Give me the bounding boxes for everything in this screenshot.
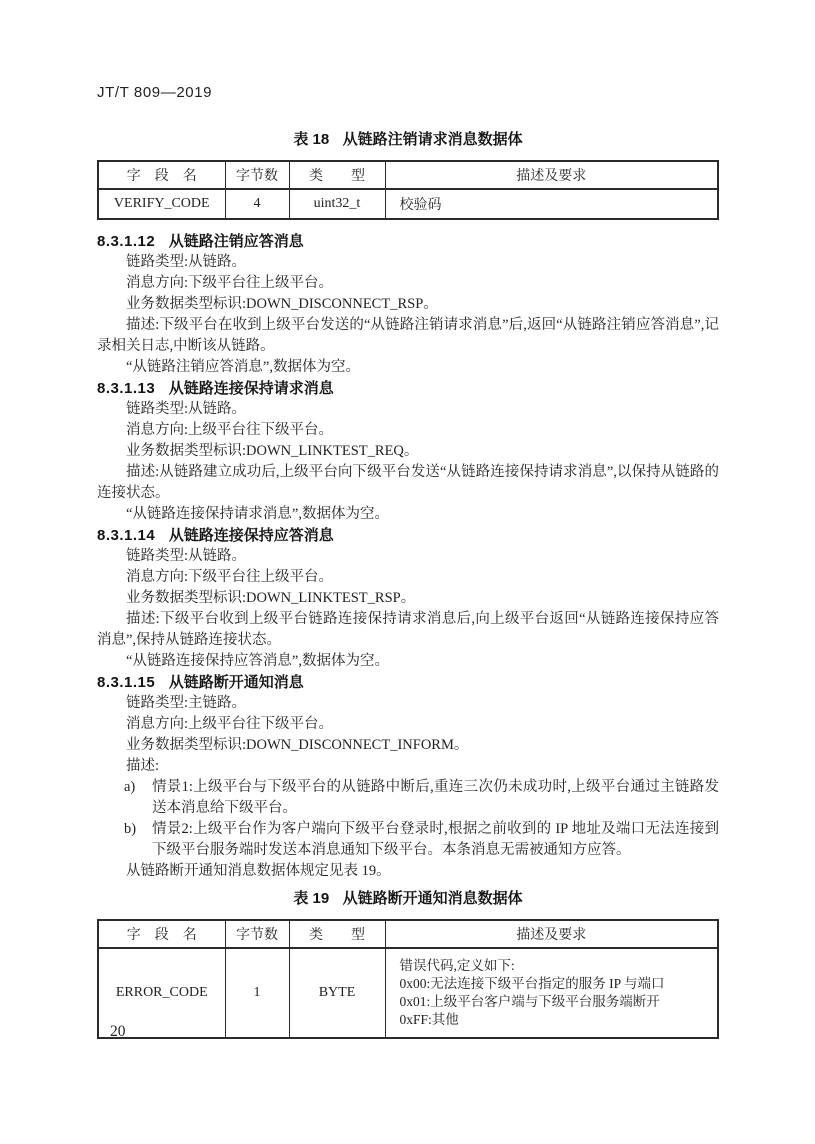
table18 xyxy=(97,160,719,220)
table-row xyxy=(98,948,718,1038)
section-heading-8-3-1-14 xyxy=(97,525,719,546)
paragraph: 业务数据类型标识:DOWN_LINKTEST_REQ。 xyxy=(126,443,419,459)
table18-header-field: 字 段 名 xyxy=(98,161,225,189)
paragraph: 描述:下级平台收到上级平台链路连接保持请求消息后,向上级平台返回“从链路连接保持应答消息”,保持从链路连接状态。 xyxy=(97,611,719,648)
section-number: 8.3.1.12 xyxy=(97,233,156,250)
paragraph: 消息方向:下级平台往上级平台。 xyxy=(126,275,334,291)
table18-caption xyxy=(97,130,719,150)
list-marker: b) xyxy=(124,821,137,837)
table18-header-row xyxy=(98,161,718,189)
section-number: 8.3.1.14 xyxy=(97,527,156,544)
paragraph: 业务数据类型标识:DOWN_DISCONNECT_INFORM。 xyxy=(126,737,469,753)
table19-cell-desc xyxy=(385,948,718,1038)
paragraph: “从链路注销应答消息”,数据体为空。 xyxy=(126,359,360,375)
list-item-a xyxy=(97,777,719,819)
table19-header-bytes: 字节数 xyxy=(225,920,289,948)
table18-cell-bytes: 4 xyxy=(225,189,289,219)
section-title: 从链路连接保持请求消息 xyxy=(168,380,334,397)
section-number: 8.3.1.13 xyxy=(97,380,156,397)
table18-cell-type: uint32_t xyxy=(289,189,385,219)
table18-header-bytes: 字节数 xyxy=(225,161,289,189)
table19-caption-title: 从链路断开通知消息数据体 xyxy=(342,890,523,907)
list-text: 情景2:上级平台作为客户端向下级平台登录时,根据之前收到的 IP 地址及端口无法连接到下级平台服务端时发送本消息通知下级平台。本条消息无需被通知方应答。 xyxy=(152,821,719,858)
paragraph: 消息方向:上级平台往下级平台。 xyxy=(126,716,334,732)
list-text: 情景1:上级平台与下级平台的从链路中断后,重连三次仍未成功时,上级平台通过主链路发送本消息给下级平台。 xyxy=(152,779,719,816)
table19-header-type: 类 型 xyxy=(289,920,385,948)
paragraph: 链路类型:主链路。 xyxy=(126,695,247,711)
table18-cell-desc: 校验码 xyxy=(385,189,718,219)
table19-header-row xyxy=(98,920,718,948)
table18-caption-label: 表 18 xyxy=(293,131,330,148)
paragraph: 描述:从链路建立成功后,上级平台向下级平台发送“从链路连接保持请求消息”,以保持从链路的连接状态。 xyxy=(97,464,719,501)
list-marker: a) xyxy=(124,779,136,795)
paragraph: “从链路连接保持应答消息”,数据体为空。 xyxy=(126,653,389,669)
paragraph: 从链路断开通知消息数据体规定见表 19。 xyxy=(126,863,391,879)
paragraph: 消息方向:下级平台往上级平台。 xyxy=(126,569,334,585)
table19-cell-field: ERROR_CODE xyxy=(98,948,225,1038)
section-title: 从链路注销应答消息 xyxy=(168,233,304,250)
section-title: 从链路连接保持应答消息 xyxy=(168,527,334,544)
table19-header-desc: 描述及要求 xyxy=(385,920,718,948)
table19-caption xyxy=(97,889,719,909)
paragraph: 描述:下级平台在收到上级平台发送的“从链路注销请求消息”后,返回“从链路注销应答消息”,记录相关日志,中断该从链路。 xyxy=(97,317,719,354)
table19-header-field: 字 段 名 xyxy=(98,920,225,948)
section-number: 8.3.1.15 xyxy=(97,674,156,691)
list-item-b xyxy=(97,819,719,861)
table19-cell-type: BYTE xyxy=(289,948,385,1038)
section-title: 从链路断开通知消息 xyxy=(168,674,304,691)
table18-header-desc: 描述及要求 xyxy=(385,161,718,189)
table18-caption-title: 从链路注销请求消息数据体 xyxy=(342,131,523,148)
sections-container xyxy=(97,231,719,882)
table19 xyxy=(97,919,719,1039)
table18-cell-field: VERIFY_CODE xyxy=(98,189,225,219)
paragraph: 链路类型:从链路。 xyxy=(126,254,247,270)
desc-line: 0xFF:其他 xyxy=(399,1012,459,1027)
page-number: 20 xyxy=(110,1023,126,1040)
table-row xyxy=(98,189,718,219)
page-content xyxy=(97,130,719,1039)
desc-line: 0x01:上级平台客户端与下级平台服务端断开 xyxy=(399,994,660,1009)
paragraph: “从链路连接保持请求消息”,数据体为空。 xyxy=(126,506,389,522)
paragraph: 消息方向:上级平台往下级平台。 xyxy=(126,422,334,438)
paragraph: 链路类型:从链路。 xyxy=(126,548,247,564)
section-heading-8-3-1-15 xyxy=(97,672,719,693)
table18-header-type: 类 型 xyxy=(289,161,385,189)
desc-line: 错误代码,定义如下: xyxy=(399,958,515,973)
paragraph: 业务数据类型标识:DOWN_DISCONNECT_RSP。 xyxy=(126,296,438,312)
desc-line: 0x00:无法连接下级平台指定的服务 IP 与端口 xyxy=(399,976,665,991)
paragraph: 描述: xyxy=(126,758,160,774)
table19-cell-bytes: 1 xyxy=(225,948,289,1038)
section-heading-8-3-1-12 xyxy=(97,231,719,252)
standard-number-header: JT/T 809—2019 xyxy=(97,84,213,101)
paragraph: 链路类型:从链路。 xyxy=(126,401,247,417)
paragraph: 业务数据类型标识:DOWN_LINKTEST_RSP。 xyxy=(126,590,416,606)
section-heading-8-3-1-13 xyxy=(97,378,719,399)
table19-caption-label: 表 19 xyxy=(293,890,330,907)
